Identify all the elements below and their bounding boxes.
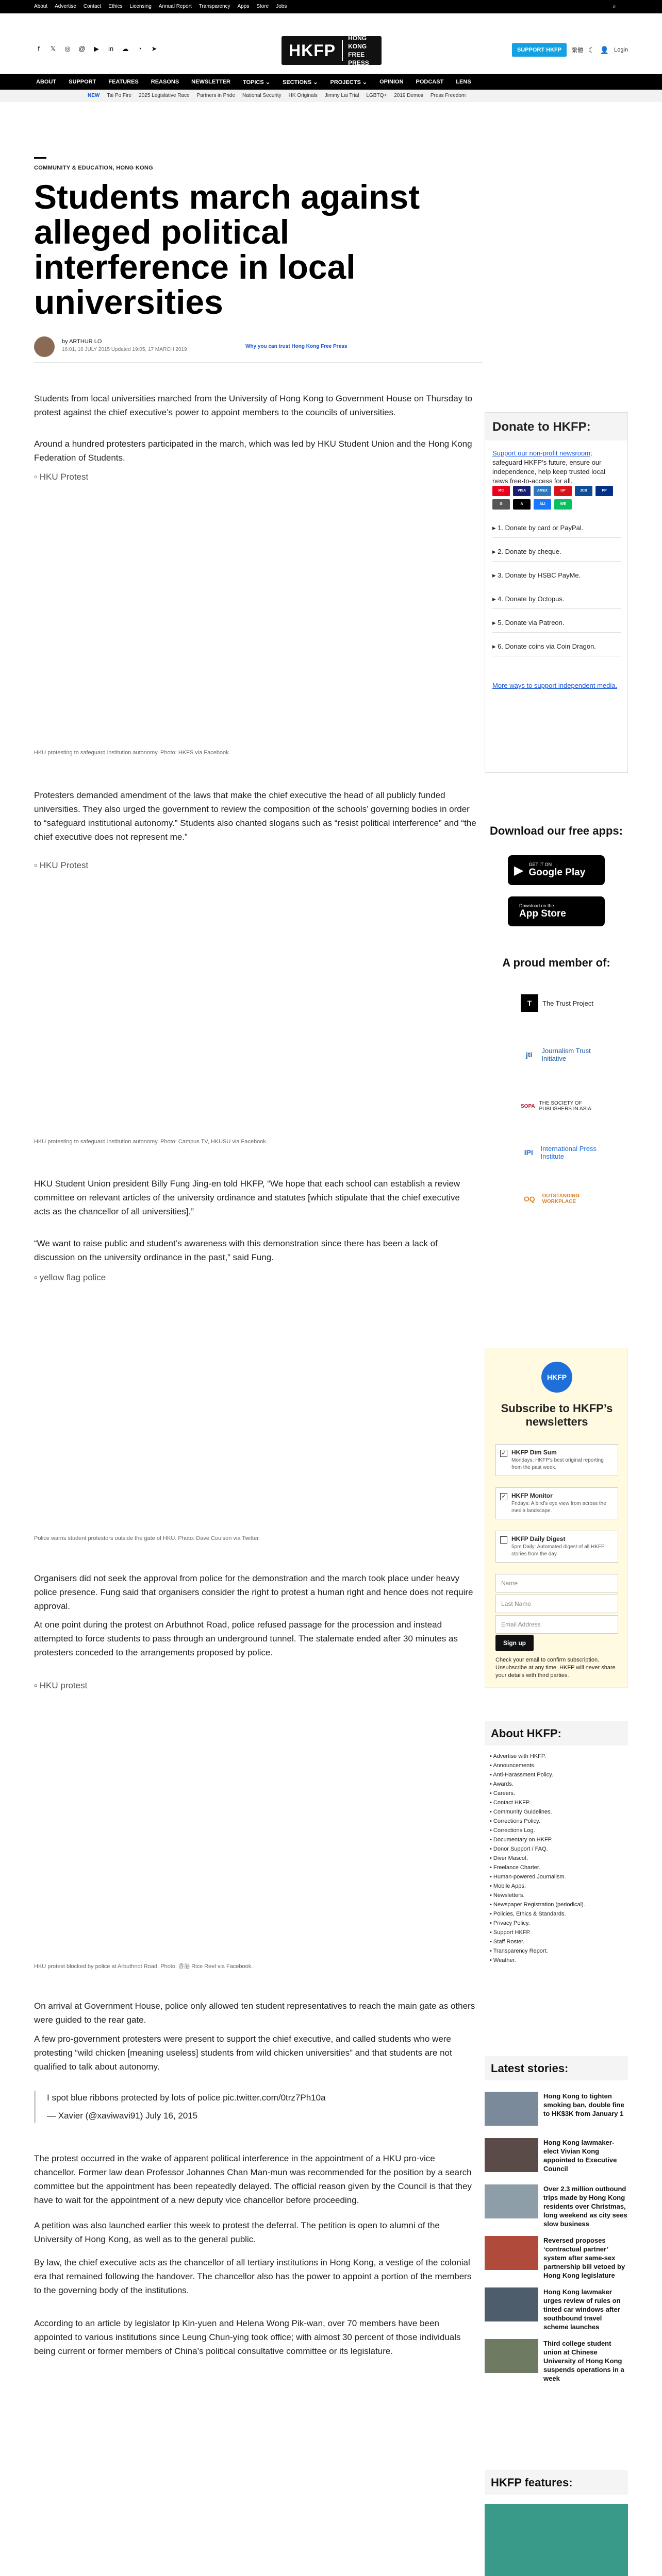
about-link[interactable]: • Careers. [490, 1789, 624, 1798]
logo-name-line-1: HONG KONG [348, 35, 367, 50]
about-heading: About HKFP: [485, 1721, 628, 1745]
story-title: Hong Kong lawmaker urges review of rules on tinted car windows after southbound travel scheme launches [543, 2288, 621, 2331]
nav-about[interactable]: ABOUT [36, 79, 57, 85]
about-link[interactable]: • Documentary on HKFP. [490, 1835, 624, 1844]
apps-heading: Download our free apps: [490, 824, 623, 837]
app-store-button[interactable] [508, 896, 605, 926]
expand-icon: ▸ [492, 595, 498, 603]
store-label-big: App Store [519, 908, 566, 919]
about-link[interactable]: • Mobile Apps. [490, 1882, 624, 1891]
user-icon[interactable]: 👤 [600, 45, 609, 54]
member-name: The Trust Project [542, 999, 593, 1007]
expand-icon: ▸ [492, 642, 498, 650]
top-link-store[interactable]: Store [256, 4, 269, 9]
top-link-apps[interactable]: Apps [237, 4, 250, 9]
top-link-contact[interactable]: Contact [83, 4, 102, 9]
tweet-attribution[interactable]: — Xavier (@xaviwavi91) July 16, 2015 [47, 2111, 198, 2121]
newsletter-name: HKFP Monitor [511, 1492, 553, 1499]
story-thumbnail [485, 2236, 538, 2270]
member-name: International Press Institute [540, 1145, 597, 1160]
login-link[interactable]: Login [614, 47, 628, 53]
proud-member-heading: A proud member of: [502, 956, 610, 969]
google-pay-icon: G [492, 499, 510, 510]
trending-link[interactable]: Jimmy Lai Trial [324, 93, 359, 98]
broken-image-icon: ▫ [34, 472, 40, 482]
image-alt-text: yellow flag police [39, 1273, 106, 1282]
alipay-icon: ALI [534, 499, 551, 510]
article-image-yellow-flag-police [34, 1273, 477, 1283]
logo-mark: HKFP [282, 40, 343, 61]
about-link[interactable]: • Corrections Policy. [490, 1817, 624, 1826]
checkbox-unchecked[interactable] [500, 1536, 507, 1544]
top-link-jobs[interactable]: Jobs [276, 4, 287, 9]
image-caption: HKU protesting to safeguard institution autonomy. Photo: Campus TV, HKUSU via Facebook. [34, 1139, 268, 1145]
language-switch[interactable]: 繁體 [572, 47, 584, 54]
top-link-advertise[interactable]: Advertise [55, 4, 76, 9]
article-paragraph: A few pro-government protesters were present to support the chief executive, and called students who were protesting “wild chicken [meaning useless] students from wild chicken universities” and that students are not qualified to talk about autonomy. [34, 2034, 452, 2072]
article-paragraph: HKU Student Union president Billy Fung Jing-en told HKFP, “We hope that each school can establish a review committee on relevant articles of the university ordinance and statutes [which stipulate that the chief executive acts as the chancellor of all universities].” [34, 1179, 460, 1216]
latest-story[interactable] [485, 2138, 628, 2177]
member-sopa[interactable] [521, 1097, 614, 1115]
site-logo[interactable] [282, 36, 382, 65]
oq-logo: OQ [523, 1195, 535, 1203]
image-alt-text: HKU protest [39, 1681, 88, 1690]
wechat-pay-icon: WE [554, 499, 572, 510]
donate-intro-link[interactable]: Support our non-profit newsroom; [492, 449, 592, 457]
donate-option[interactable] [492, 614, 621, 633]
nav-features[interactable]: FEATURES [108, 79, 139, 85]
unionpay-icon: UP [554, 486, 572, 496]
amex-icon: AMEX [534, 486, 551, 496]
social-links [34, 44, 159, 54]
sopa-logo: SOPA [521, 1103, 535, 1109]
top-link-transparency[interactable]: Transparency [198, 4, 230, 9]
latest-story[interactable] [485, 2184, 628, 2228]
feature-image [485, 2504, 628, 2576]
jti-logo: jti [525, 1050, 533, 1059]
story-title: Hong Kong lawmaker-elect Vivian Kong appointed to Executive Council [543, 2139, 617, 2173]
donate-option-label: 2. Donate by cheque. [498, 548, 561, 555]
nav-support[interactable]: SUPPORT [69, 79, 96, 85]
store-label-small: Download on the [519, 903, 554, 908]
about-link[interactable]: • Donor Support / FAQ. [490, 1844, 624, 1854]
store-label-big: Google Play [528, 867, 586, 878]
tweet-text: I spot blue ribbons protected by lots of police pic.twitter.com/0trz7Ph10a [47, 2093, 326, 2103]
article-paragraph: Around a hundred protesters participated in the march, which was led by HKU Student Union and the Hong Kong Federation of Students. [34, 439, 472, 463]
trending-link[interactable]: Tai Po Fire [107, 93, 132, 98]
story-thumbnail [485, 2092, 538, 2126]
image-caption: HKU protest blocked by police at Arbuthnot Road. Photo: 香港 Rice Reel via Facebook. [34, 1963, 253, 1970]
about-link[interactable]: • Corrections Log. [490, 1826, 624, 1835]
donate-intro-text: safeguard HKFP’s future, ensure our independence, help keep trusted local news free-to-access for all. [492, 459, 605, 485]
about-link[interactable]: • Human-powered Journalism. [490, 1872, 624, 1882]
top-link-annual-report[interactable]: Annual Report [158, 4, 192, 9]
x-icon[interactable]: 𝕏 [50, 45, 56, 53]
article-paragraph: “We want to raise public and student’s awareness with this demonstration since there has been a lack of discussion on the university ordinance in the past,” said Fung. [34, 1239, 438, 1262]
newsletter-desc: 5pm Daily: Automated digest of all HKFP stories from the day. [511, 1544, 605, 1557]
moon-icon[interactable]: ☾ [588, 45, 595, 54]
member-name: THE SOCIETY OF PUBLISHERS IN ASIA [539, 1100, 591, 1112]
google-play-button[interactable] [508, 855, 605, 885]
article-image-hku-protest-3 [34, 1681, 477, 1691]
trust-project-logo: T [521, 994, 538, 1012]
about-link[interactable]: • Policies, Ethics & Standards. [490, 1909, 624, 1919]
member-trust-project[interactable] [521, 994, 614, 1012]
author-name[interactable]: by ARTHUR LO [62, 338, 102, 345]
search-icon[interactable]: ⌕ [613, 3, 616, 10]
about-link[interactable]: • Newsletters. [490, 1891, 624, 1900]
about-link[interactable]: • Freelance Charter. [490, 1863, 624, 1872]
donate-option-label: 5. Donate via Patreon. [498, 619, 565, 626]
site-header [0, 13, 662, 74]
mastercard-icon: MC [492, 486, 510, 496]
newsletter-name: HKFP Daily Digest [511, 1535, 566, 1543]
member-name: Journalism Trust Initiative [541, 1047, 591, 1062]
latest-story[interactable] [485, 2092, 628, 2131]
about-link[interactable]: • Contact HKFP. [490, 1798, 624, 1807]
store-label-small: GET IT ON [528, 862, 552, 867]
expand-icon: ▸ [492, 548, 498, 555]
facebook-icon[interactable]: f [38, 45, 40, 53]
newsletter-footnote: Check your email to confirm subscription. Unsubscribe at any time. HKFP will never share your details with third parties. [495, 1657, 616, 1679]
trending-link[interactable]: Partners in Pride [196, 93, 236, 98]
image-alt-text: HKU Protest [39, 860, 89, 870]
broken-image-icon: ▫ [34, 860, 40, 870]
about-list [490, 1752, 624, 1965]
story-title: Hong Kong to tighten smoking ban, double fine to HK$3K from January 1 [543, 2092, 624, 2117]
email-field[interactable]: Email Address [495, 1615, 618, 1634]
trending-link[interactable]: 2025 Legislative Race [139, 93, 190, 98]
article-category[interactable]: COMMUNITY & EDUCATION, HONG KONG [34, 165, 154, 171]
newsletter-option[interactable] [495, 1444, 618, 1476]
article-paragraph: By law, the chief executive acts as the chancellor of all tertiary institutions in Hong Kong, a vestige of the colonial era that remained following the handover. The chancellor also has the power to appoint a portion of the members to the governing body of the institutions. [34, 2258, 472, 2295]
newsletter-signup [485, 1348, 628, 1688]
trending-link[interactable]: LGBTQ+ [366, 93, 387, 98]
newsletter-title: Subscribe to HKFP’s newsletters [501, 1402, 613, 1428]
article-paragraph: According to an article by legislator Ip Kin-yuen and Helena Wong Pik-wan, over 70 members have been appointed to various institutions since Leung Chun-ying took office; with almost 30 percent of those individuals being current or former members of China’s political consultative committee or its legislature. [34, 2318, 461, 2356]
donate-option-label: 4. Donate by Octopus. [498, 595, 565, 603]
donate-intro [492, 449, 621, 486]
article-title: Students march against alleged political interference in local universities [34, 178, 420, 321]
expand-icon: ▸ [492, 524, 498, 532]
bluesky-icon[interactable]: ☁ [122, 45, 129, 53]
trending-link[interactable]: National Security [242, 93, 282, 98]
image-caption: Police warns student protestors outside the gate of HKU. Photo: Dave Coulson via Twitter. [34, 1535, 260, 1541]
main-nav [0, 74, 662, 90]
story-title: Over 2.3 million outbound trips made by Hong Kong residents over Christmas, long weekend as city sees slow business [543, 2185, 627, 2228]
kicker-rule [34, 157, 46, 159]
telegram-icon[interactable]: ➤ [151, 45, 157, 53]
about-link[interactable]: • Community Guidelines. [490, 1807, 624, 1817]
article-paragraph: Students from local universities marched from the University of Hong Kong to Government House on Thursday to protest against the chief executive’s power to appoint members to the councils of universities. [34, 394, 473, 417]
why-trust-link[interactable]: Why you can trust Hong Kong Free Press [245, 344, 347, 349]
about-link[interactable]: • Awards. [490, 1780, 624, 1789]
about-link[interactable]: • Transparency Report. [490, 1946, 624, 1956]
broken-image-icon: ▫ [34, 1273, 40, 1282]
newsletter-option[interactable] [495, 1487, 618, 1519]
story-title: Reversed proposes ‘contractual partner’ system after same-sex partnership bill vetoed by Hong Kong legislature [543, 2236, 625, 2279]
donate-option-label: 1. Donate by card or PayPal. [498, 524, 584, 532]
support-hkfp-button[interactable]: SUPPORT HKFP [512, 43, 567, 57]
donate-option-label: 3. Donate by HSBC PayMe. [498, 571, 581, 579]
nav-sections[interactable]: SECTIONS ⌄ [282, 79, 318, 86]
trending-link[interactable]: 2019 Demos [394, 93, 423, 98]
embedded-tweet [34, 2091, 477, 2123]
story-title: Third college student union at Chinese University of Hong Kong suspends operations in a week [543, 2340, 624, 2382]
trending-link[interactable]: Press Freedom [430, 93, 466, 98]
top-link-ethics[interactable]: Ethics [108, 4, 123, 9]
broken-image-icon: ▫ [34, 1681, 40, 1690]
jcb-icon: JCB [575, 486, 592, 496]
name-field[interactable]: Name [495, 1574, 618, 1592]
google-play-icon: ▶ [514, 863, 524, 877]
member-oq[interactable] [521, 1190, 614, 1208]
youtube-icon[interactable]: ▶ [94, 45, 99, 53]
logo-name [343, 34, 382, 67]
last-name-field[interactable]: Last Name [495, 1595, 618, 1613]
about-link[interactable]: • Diver Mascot. [490, 1854, 624, 1863]
ipi-logo: IPI [524, 1148, 533, 1157]
logo-name-line-2: FREE PRESS [348, 51, 369, 66]
top-link-licensing[interactable]: Licensing [129, 4, 152, 9]
latest-story[interactable] [485, 2236, 628, 2279]
article-image-hku-protest [34, 472, 477, 482]
newsletter-name: HKFP Dim Sum [511, 1449, 557, 1456]
latest-story[interactable] [485, 2287, 628, 2331]
article-paragraph: Protesters demanded amendment of the laws that make the chief executive the head of all publicly funded universities. They also urged the government to review the composition of the schools’ governing bodies in order to “safeguard institutional autonomy.” Students also chanted slogans such as “resist political interference” and “the chief executive does not represent me.” [34, 790, 476, 842]
visa-icon: VISA [513, 486, 531, 496]
newsletter-desc: Mondays: HKFP’s best original reporting from the past week. [511, 1458, 604, 1470]
payment-logos [492, 486, 621, 510]
checkbox-checked[interactable]: ✓ [500, 1493, 507, 1500]
about-link[interactable]: • Weather. [490, 1956, 624, 1965]
expand-icon: ▸ [492, 619, 498, 626]
features-heading: HKFP features: [485, 2470, 628, 2495]
story-thumbnail [485, 2184, 538, 2218]
donate-card [485, 412, 628, 773]
signup-button[interactable]: Sign up [495, 1635, 534, 1651]
nav-podcast[interactable]: PODCAST [416, 79, 444, 85]
newsletter-desc: Fridays: A bird’s eye view from across the media landscape. [511, 1501, 606, 1514]
paypal-icon: PP [595, 486, 613, 496]
member-name: OUTSTANDING WORKPLACE [542, 1193, 580, 1205]
nav-newsletter[interactable]: NEWSLETTER [191, 79, 230, 85]
top-link-about[interactable]: About [34, 4, 48, 9]
linkedin-icon[interactable]: in [108, 45, 114, 53]
threads-icon[interactable]: @ [78, 45, 86, 53]
trending-link[interactable]: HK Originals [288, 93, 318, 98]
article-paragraph: At one point during the protest on Arbuthnot Road, police refused passage for the procession and instead attempted to force students to pass through an underground tunnel. The stalemate ended after 30 minutes as protesters conceded to the arrangements proposed by police. [34, 1620, 458, 1657]
image-caption: HKU protesting to safeguard institution autonomy. Photo: HKFS via Facebook. [34, 750, 230, 756]
article-paragraph: The protest occurred in the wake of apparent political interference in the appointment of a HKU pro-vice chancellor. Former law dean Professor Johannes Chan Man-mun was recommended for the position by a search committee but the appointment has been repeatedly delayed. The official reason given by the Council is that they have to wait for the appointment of a new deputy vice chancellor before proceeding. [34, 2154, 472, 2205]
instagram-icon[interactable]: ◎ [64, 45, 71, 53]
publish-dates: 16:01, 16 JULY 2015 Updated 19:05, 17 MARCH 2019 [62, 347, 187, 352]
latest-stories-heading: Latest stories: [485, 2056, 628, 2080]
story-thumbnail [485, 2339, 538, 2373]
rss-icon[interactable]: ◔ [138, 45, 142, 53]
story-thumbnail [485, 2287, 538, 2321]
member-ipi[interactable] [521, 1144, 614, 1161]
donate-option[interactable] [492, 590, 621, 609]
about-link[interactable]: • Privacy Policy. [490, 1919, 624, 1928]
trending-bar [0, 90, 662, 102]
article-paragraph: Organisers did not seek the approval from police for the demonstration and the march took place under heavy police presence. Fung said that organisers consider the right to protest a human right and hence does not require approval. [34, 1573, 473, 1611]
image-alt-text: HKU Protest [39, 472, 89, 482]
checkbox-checked[interactable]: ✓ [500, 1450, 507, 1457]
about-link[interactable]: • Support HKFP. [490, 1928, 624, 1937]
new-badge: NEW [88, 93, 100, 98]
latest-story[interactable] [485, 2339, 628, 2382]
donate-option-label: 6. Donate coins via Coin Dragon. [498, 642, 596, 650]
story-thumbnail [485, 2138, 538, 2172]
expand-icon: ▸ [492, 571, 498, 579]
nav-lens[interactable]: LENS [456, 79, 471, 85]
article-image-hku-protest-2 [34, 860, 477, 871]
nav-topics[interactable]: TOPICS ⌄ [242, 79, 270, 86]
feature-story[interactable] [485, 2504, 628, 2576]
donate-title: Donate to HKFP: [485, 413, 627, 440]
about-link[interactable]: • Advertise with HKFP. [490, 1752, 624, 1761]
author-avatar [34, 336, 55, 357]
article-paragraph: On arrival at Government House, police only allowed ten student representatives to reach the main gate as others were guided to the rear gate. [34, 2001, 475, 2025]
about-link[interactable]: • Newspaper Registration (periodical). [490, 1900, 624, 1909]
donate-option[interactable] [492, 566, 621, 585]
apple-pay-icon: A [513, 499, 531, 510]
nav-opinion[interactable]: OPINION [379, 79, 404, 85]
member-jti[interactable] [521, 1046, 614, 1063]
donate-option[interactable] [492, 637, 621, 656]
more-ways-link[interactable]: More ways to support independent media. [492, 682, 618, 689]
nav-reasons[interactable]: REASONS [151, 79, 179, 85]
article-paragraph: A petition was also launched earlier this week to protest the deferral. The petition is open to alumni of the University of Hong Kong, as well as to the general public. [34, 2221, 440, 2244]
top-utility-bar [0, 0, 662, 13]
nav-projects[interactable]: PROJECTS ⌄ [330, 79, 368, 86]
donate-option[interactable] [492, 519, 621, 538]
newsletter-option[interactable] [495, 1531, 618, 1563]
about-link[interactable]: • Anti-Harassment Policy. [490, 1770, 624, 1780]
byline [34, 330, 483, 363]
about-link[interactable]: • Announcements. [490, 1761, 624, 1770]
donate-option[interactable] [492, 543, 621, 562]
about-link[interactable]: • Staff Roster. [490, 1937, 624, 1946]
hkfp-badge: HKFP [541, 1362, 572, 1393]
